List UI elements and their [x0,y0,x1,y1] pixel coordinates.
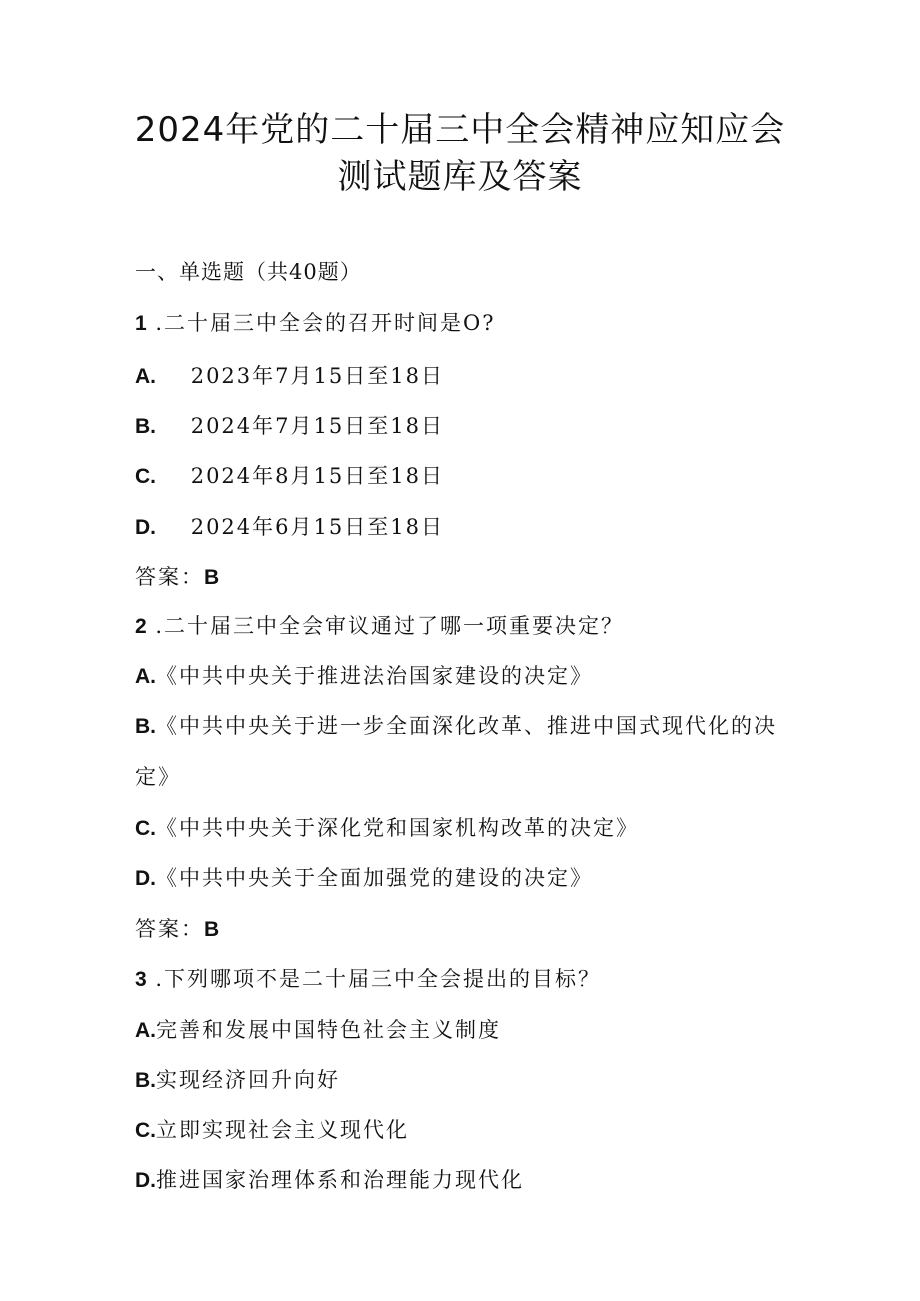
question-1-option-d [135,517,444,538]
question-1 [135,313,496,334]
option-text: 立即实现社会主义现代化 [156,1118,409,1142]
option-text: 《中共中央关于全面加强党的建设的决定》 [156,866,593,890]
question-2-option-b-continuation: 定》 [135,765,181,789]
question-2-option-a [135,666,593,687]
question-number: 1 [135,312,147,335]
question-1-answer [135,567,219,588]
option-text: 2024年6月15日至18日 [190,515,444,539]
option-label: B. [135,715,156,738]
option-label: D. [135,1169,156,1192]
option-text: 推进国家治理体系和治理能力现代化 [156,1168,524,1192]
document-title-line-1: 2024年党的二十届三中全会精神应知应会 [134,110,786,150]
option-label: B. [135,415,156,438]
option-label: D. [135,867,156,890]
option-label: A. [135,1019,156,1042]
question-2-answer [135,919,219,940]
option-label: C. [135,465,156,488]
question-3-option-a [135,1020,501,1041]
question-stem: .二十届三中全会的召开时间是O? [155,311,496,335]
question-2-option-b [135,716,777,737]
option-label: D. [135,516,156,539]
option-label: A. [135,365,156,388]
answer-label: 答案： [135,565,204,589]
option-text: 2024年8月15日至18日 [190,464,444,488]
question-2 [135,616,624,637]
answer-label: 答案： [135,917,204,941]
option-label: C. [135,817,156,840]
question-2-option-c [135,818,639,839]
option-text: 《中共中央关于推进法治国家建设的决定》 [156,664,593,688]
option-label: C. [135,1119,156,1142]
question-1-option-a [135,366,444,387]
question-3-option-c [135,1120,409,1141]
option-label: B. [135,1069,156,1092]
question-2-option-d [135,868,593,889]
document-title-line-2: 测试题库及答案 [337,157,583,197]
question-3 [135,969,601,990]
option-text: 实现经济回升向好 [156,1068,340,1092]
option-text: 《中共中央关于深化党和国家机构改革的决定》 [156,816,639,840]
question-number: 3 [135,968,147,991]
question-3-option-b [135,1070,340,1091]
question-3-option-d [135,1170,524,1191]
answer-value: B [204,918,220,941]
question-1-option-c [135,466,444,487]
answer-value: B [204,566,220,589]
option-text: 完善和发展中国特色社会主义制度 [156,1018,501,1042]
option-text: 2024年7月15日至18日 [190,414,444,438]
question-stem: .下列哪项不是二十届三中全会提出的目标？ [155,967,602,991]
question-1-option-b [135,416,444,437]
option-label: A. [135,665,156,688]
option-text: 《中共中央关于进一步全面深化改革、推进中国式现代化的决 [156,714,777,738]
question-number: 2 [135,615,147,638]
section-heading: 一、单选题（共40题） [135,260,362,284]
option-text: 2023年7月15日至18日 [190,364,444,388]
question-stem: .二十届三中全会审议通过了哪一项重要决定？ [155,614,625,638]
